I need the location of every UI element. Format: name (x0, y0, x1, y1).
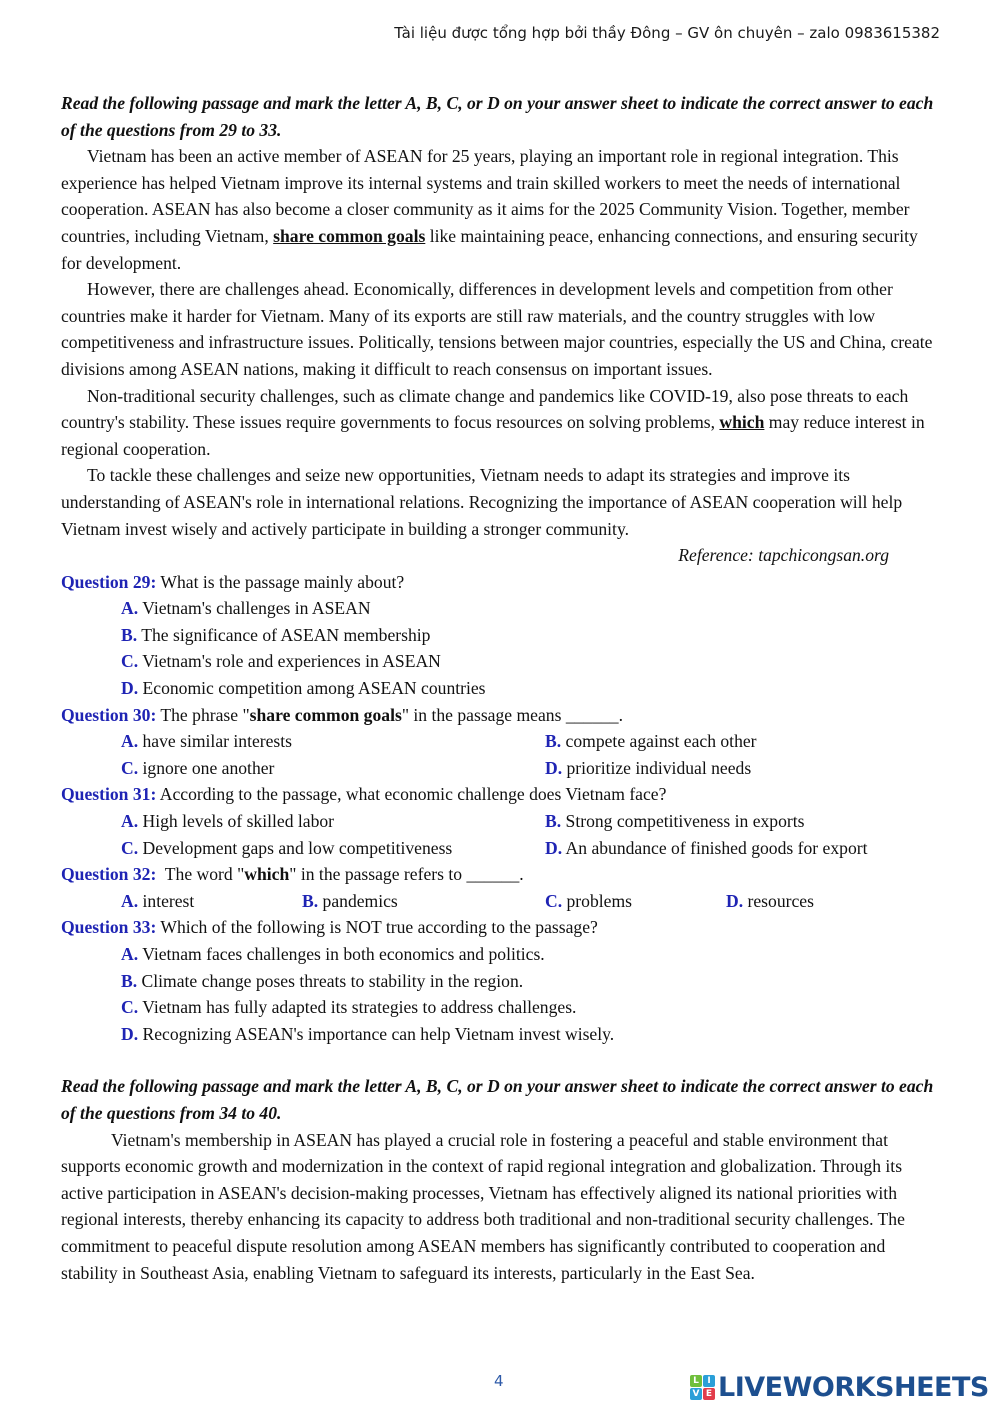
question-label: Question 30: (61, 704, 157, 725)
option-c[interactable] (545, 888, 726, 915)
brand-wordmark: LIVEWORKSHEETS (718, 1372, 989, 1403)
passage2-paragraph-1: Vietnam's membership in ASEAN has played a crucial role in fostering a peaceful and stable environment that supports economic growth and modernization in the context of rapid regional integration and globalization. Through its active participation in ASEAN's decision-making processes, Vietnam has effectively aligned its national priorities with regional interests, thereby enhancing its capacity to address both traditional and non-traditional security challenges. The commitment to peaceful dispute resolution among ASEAN members has significantly contributed to cooperation and stability in Southeast Asia, enabling Vietnam to safeguard its interests, particularly in the East Sea. (61, 1129, 905, 1283)
passage1-paragraph-4: To tackle these challenges and seize new opportunities, Vietnam needs to adapt its strategies and improve its understanding of ASEAN's role in international relations. Recognizing the importance of ASEAN cooperation will help Vietnam invest wisely and actively participate in building a stronger community. (61, 465, 903, 539)
option-a[interactable] (121, 941, 941, 968)
option-a[interactable] (121, 888, 302, 915)
option-text: problems (562, 890, 632, 911)
option-c[interactable] (121, 835, 545, 862)
question-31-stem (61, 781, 941, 808)
option-text: compete against each other (561, 731, 757, 752)
option-letter: B. (121, 970, 138, 991)
text-run: like maintaining peace, enhancing connections, and ensuring security for development. (61, 225, 918, 273)
option-letter: A. (121, 731, 139, 752)
question-quoted-word: which (244, 864, 290, 885)
question-text: The word " (156, 864, 245, 885)
section1-instruction: Read the following passage and mark the letter A, B, C, or D on your answer sheet to indicate the correct answer to each of the questions from 29 to 33. (61, 93, 934, 140)
worksheet-page (61, 90, 941, 1286)
passage1-paragraph-1 (61, 143, 941, 276)
option-b[interactable] (545, 808, 805, 835)
question-text: Which of the following is NOT true according to the passage? (156, 917, 598, 938)
question-quoted-phrase: share common goals (249, 704, 402, 725)
text-run: Non-traditional security challenges, such as climate change and pandemics like COVID-19, also pose threats to each country's stability. These issues require governments to focus resources on solving problems, (61, 385, 909, 433)
live-logo-icon (690, 1375, 715, 1400)
logo-tile-v: V (690, 1388, 702, 1400)
option-letter: D. (121, 1023, 139, 1044)
option-letter: D. (121, 678, 139, 699)
question-text: " in the passage refers to ______. (289, 864, 524, 885)
question-text: What is the passage mainly about? (156, 571, 405, 592)
option-b[interactable] (121, 968, 941, 995)
option-d[interactable] (545, 835, 867, 862)
text-run: may reduce interest in regional cooperation. (61, 412, 925, 459)
question-30 (61, 702, 941, 782)
option-text: Vietnam faces challenges in both economics and politics. (138, 944, 545, 964)
question-text: The phrase " (156, 704, 250, 725)
option-b[interactable] (545, 728, 757, 755)
option-text: ignore one another (138, 757, 275, 778)
question-32-stem (61, 861, 941, 888)
option-letter: A. (121, 598, 139, 619)
option-text: prioritize individual needs (562, 757, 752, 778)
option-letter: B. (545, 731, 562, 752)
highlighted-word-which: which (719, 412, 765, 433)
option-letter: A. (121, 811, 139, 832)
option-letter: D. (726, 890, 744, 911)
question-33 (61, 914, 941, 1047)
passage-reference: Reference: tapchicongsan.org (678, 545, 889, 566)
section-spacer (61, 1047, 941, 1073)
option-d[interactable] (726, 888, 814, 915)
option-letter: C. (121, 651, 139, 672)
option-text: Vietnam's challenges in ASEAN (138, 598, 371, 619)
text-run: Vietnam has been an active member of ASEAN for 25 years, playing an important role in regional integration. This experience has helped Vietnam improve its internal systems and train skilled workers to meet the needs of international cooperation. ASEAN has also become a closer community as it aims for the 2025 Community Vision. Together, member countries, including Vietnam, (61, 146, 910, 246)
option-text: resources (743, 890, 814, 911)
option-c[interactable] (121, 755, 545, 782)
logo-tile-l: L (690, 1375, 702, 1387)
passage1-paragraph-3 (61, 383, 941, 463)
option-d[interactable] (121, 1021, 941, 1048)
option-letter: B. (121, 624, 138, 645)
option-text: The significance of ASEAN membership (137, 624, 431, 645)
question-33-stem (61, 914, 941, 941)
passage1-paragraph-2: However, there are challenges ahead. Economically, differences in development levels and competition from other countries make it harder for Vietnam. Many of its exports are still raw materials, and the country struggles with low competitiveness and infrastructure issues. Politically, tensions between major countries, especially the US and China, create divisions among ASEAN nations, making it difficult to reach consensus on important issues. (61, 279, 933, 379)
option-text: Strong competitiveness in exports (561, 811, 805, 832)
question-32 (61, 861, 941, 914)
option-text: Vietnam's role and experiences in ASEAN (138, 651, 441, 672)
option-b[interactable] (121, 622, 941, 649)
option-letter: A. (121, 944, 139, 964)
question-31 (61, 781, 941, 861)
option-text: Economic competition among ASEAN countries (138, 678, 486, 699)
liveworksheets-logo[interactable] (690, 1372, 989, 1403)
option-letter: B. (302, 890, 319, 911)
option-letter: C. (121, 997, 139, 1018)
option-text: Vietnam has fully adapted its strategies to address challenges. (138, 997, 577, 1018)
question-30-stem (61, 702, 941, 729)
option-text: High levels of skilled labor (138, 811, 335, 832)
option-letter: C. (545, 890, 563, 911)
page-number: 4 (494, 1372, 504, 1390)
option-text: Development gaps and low competitiveness (138, 837, 453, 858)
question-label: Question 29: (61, 571, 157, 592)
option-text: Climate change poses threats to stability in the region. (137, 970, 524, 991)
question-text: According to the passage, what economic challenge does Vietnam face? (156, 784, 667, 805)
question-label: Question 33: (61, 917, 157, 938)
option-letter: B. (545, 811, 562, 832)
option-b[interactable] (302, 888, 545, 915)
option-text: have similar interests (138, 731, 293, 752)
option-a[interactable] (121, 595, 941, 622)
option-letter: C. (121, 757, 139, 778)
option-a[interactable] (121, 808, 545, 835)
logo-tile-i: I (703, 1375, 715, 1387)
question-29 (61, 569, 941, 702)
option-c[interactable] (121, 994, 941, 1021)
question-29-stem (61, 569, 941, 596)
option-text: Recognizing ASEAN's importance can help Vietnam invest wisely. (138, 1023, 615, 1044)
question-text: " in the passage means ______. (401, 704, 624, 725)
option-text: An abundance of finished goods for export (562, 837, 868, 858)
option-d[interactable] (545, 755, 751, 782)
question-label: Question 32: (61, 864, 157, 885)
document-header: Tài liệu được tổng hợp bởi thầy Đông – GV ôn chuyên – zalo 0983615382 (394, 24, 940, 42)
logo-tile-e: E (703, 1388, 715, 1400)
option-letter: C. (121, 837, 139, 858)
option-letter: D. (545, 837, 563, 858)
option-letter: D. (545, 757, 563, 778)
option-text: pandemics (318, 890, 398, 911)
option-text: interest (138, 890, 195, 911)
option-letter: A. (121, 890, 139, 911)
question-label: Question 31: (61, 784, 157, 805)
section2-instruction: Read the following passage and mark the letter A, B, C, or D on your answer sheet to indicate the correct answer to each of the questions from 34 to 40. (61, 1076, 934, 1123)
highlighted-phrase-share-common-goals: share common goals (273, 225, 426, 246)
option-d[interactable] (121, 675, 941, 702)
option-a[interactable] (121, 728, 545, 755)
option-c[interactable] (121, 648, 941, 675)
